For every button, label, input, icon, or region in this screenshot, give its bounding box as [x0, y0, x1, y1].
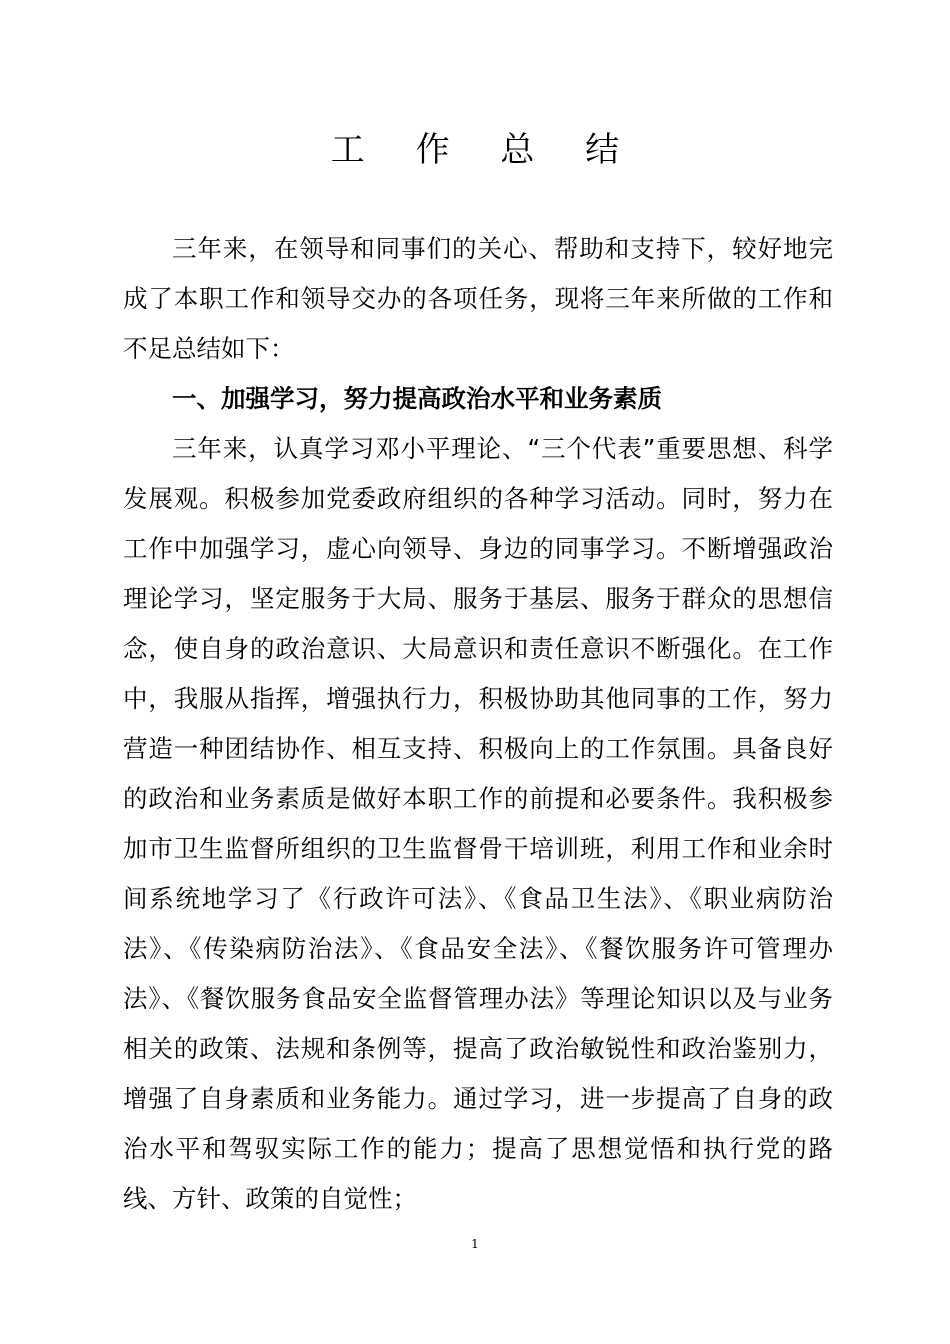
- page-title: 工 作 总 结: [330, 130, 640, 170]
- document-body: [123, 224, 833, 1224]
- section-heading: 一、加强学习，努力提高政治水平和业务素质: [172, 384, 662, 413]
- section-paragraph: 三年来，认真学习邓小平理论、“三个代表”重要思想、科学发展观。积极参加党委政府组织的各种学习活动。同时，努力在工作中加强学习，虚心向领导、身边的同事学习。不断增强政治理论学习，坚定服务于大局、服务于基层、服务于群众的思想信念，使自身的政治意识、大局意识和责任意识不断强化。在工作中，我服从指挥，增强执行力，积极协助其他同事的工作，努力营造一种团结协作、相互支持、积极向上的工作氛围。具备良好的政治和业务素质是做好本职工作的前提和必要条件。我积极参加市卫生监督所组织的卫生监督骨干培训班，利用工作和业余时间系统地学习了《行政许可法》、《食品卫生法》、《职业病防治法》、《传染病防治法》、《食品安全法》、《餐饮服务许可管理办法》、《餐饮服务食品安全监督管理办法》等理论知识以及与业务相关的政策、法规和条例等，提高了政治敏锐性和政治鉴别力，增强了自身素质和业务能力。通过学习，进一步提高了自身的政治水平和驾驭实际工作的能力；提高了思想觉悟和执行党的路线、方针、政策的自觉性；: [123, 434, 833, 1213]
- intro-paragraph: 三年来，在领导和同事们的关心、帮助和支持下，较好地完成了本职工作和领导交办的各项任务，现将三年来所做的工作和不足总结如下：: [123, 234, 833, 363]
- page-number: 1: [471, 1237, 479, 1251]
